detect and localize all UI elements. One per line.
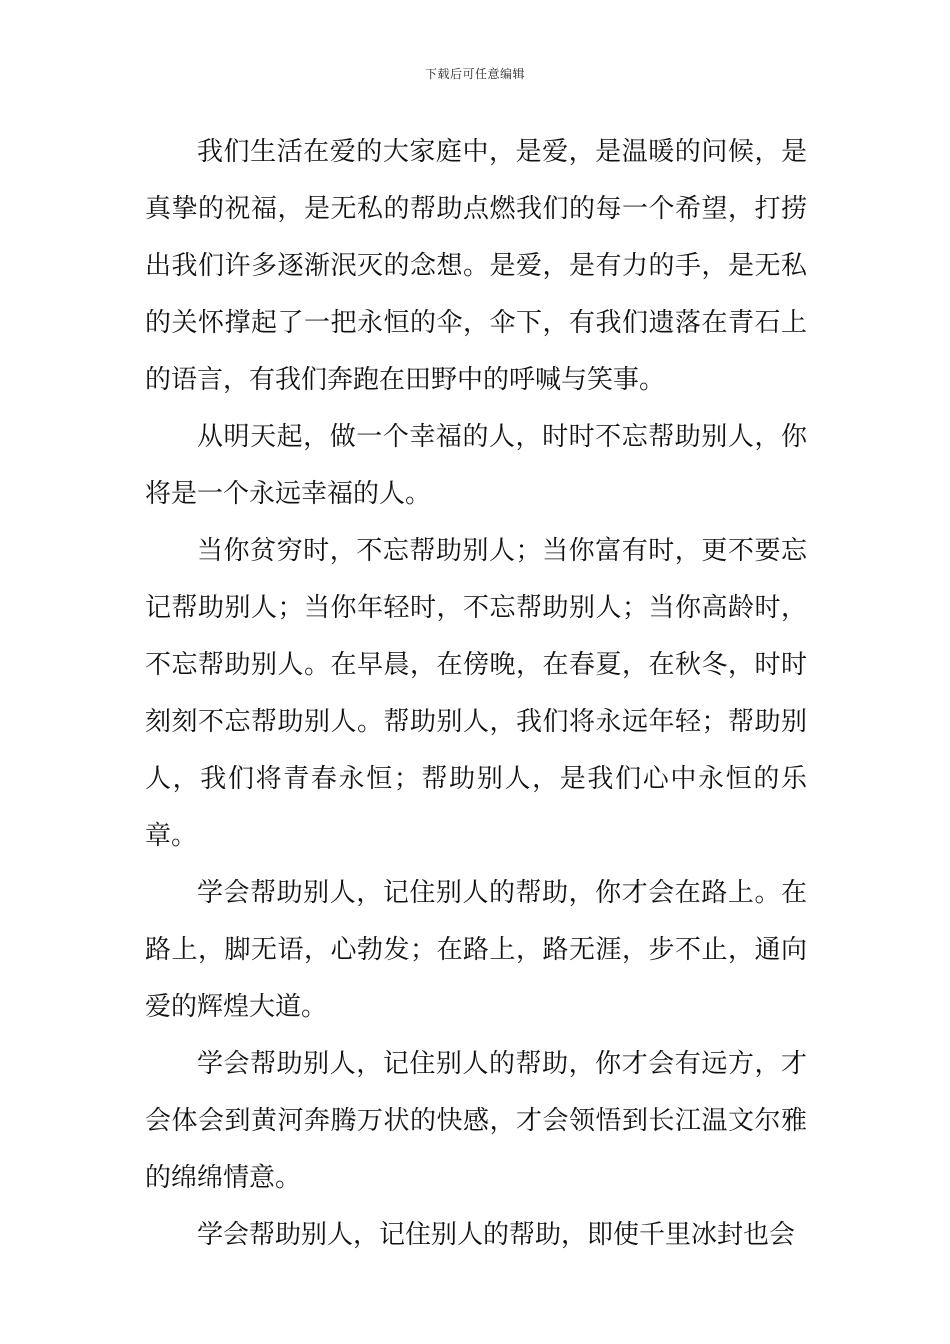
page-header: 下载后可任意编辑 <box>424 67 525 81</box>
paragraph: 当你贫穷时，不忘帮助别人；当你富有时，更不要忘记帮助别人；当你年轻时，不忘帮助别人；当你高龄时，不忘帮助别人。在早晨，在傍晚，在春夏，在秋冬，时时刻刻不忘帮助别人。帮助别人，我们将永远年轻；帮助别人，我们将青春永恒；帮助别人，是我们心中永恒的乐章。 <box>145 536 807 851</box>
paragraph: 学会帮助别人，记住别人的帮助，你才会在路上。在路上，脚无语，心勃发；在路上，路无涯，步不止，通向爱的辉煌大道。 <box>145 878 807 1022</box>
paragraph: 学会帮助别人，记住别人的帮助，即使千里冰封也会 <box>197 1220 796 1250</box>
paragraph: 我们生活在爱的大家庭中，是爱，是温暖的问候，是真挚的祝福，是无私的帮助点燃我们的每一个希望，打捞出我们许多逐渐泯灭的念想。是爱，是有力的手，是无私的关怀撑起了一把永恒的伞，伞下，有我们遗落在青石上的语言，有我们奔跑在田野中的呼喊与笑事。 <box>145 137 807 395</box>
document-body <box>145 124 807 1264</box>
paragraph: 从明天起，做一个幸福的人，时时不忘帮助别人，你将是一个永远幸福的人。 <box>145 422 807 509</box>
paragraph: 学会帮助别人，记住别人的帮助，你才会有远方，才会体会到黄河奔腾万状的快感，才会领悟到长江温文尔雅的绵绵情意。 <box>145 1049 807 1193</box>
